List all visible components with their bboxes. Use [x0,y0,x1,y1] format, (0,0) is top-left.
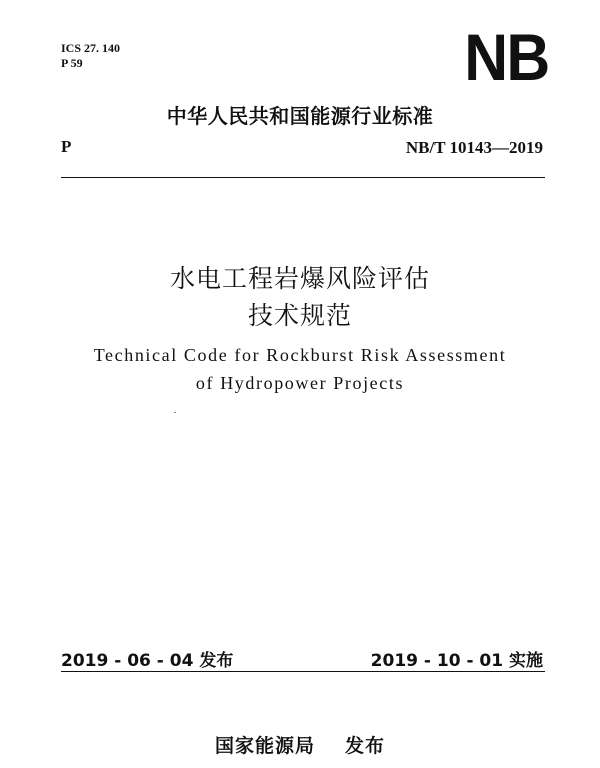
release-date: 2019 - 06 - 04 发布 [61,651,234,671]
issuer-action: 发布 [345,735,386,757]
title-en-line2: of Hydropower Projects [195,373,405,393]
title-en-line1: Technical Code for Rockburst Risk Assessment [93,345,507,365]
ics-code: ICS 27. 140 [61,41,121,55]
implement-date: 2019 - 10 - 01 实施 [370,651,543,671]
footer-divider [61,671,545,672]
title-cn-line1: 水电工程岩爆风险评估 [169,264,430,293]
issuer-org: 国家能源局 [214,735,315,757]
stray-mark [174,412,176,413]
ics-code-block [61,41,120,71]
title-cn-line2: 技术规范 [247,301,352,330]
standard-number: NB/T 10143—2019 [405,138,543,157]
header-divider [61,177,545,178]
nb-logo: NB [463,20,548,94]
industry-standard-title: 中华人民共和国能源行业标准 [166,104,434,128]
issuer-line [0,731,600,758]
classification-code: P [61,137,72,156]
ccs-code: P 59 [61,56,83,70]
